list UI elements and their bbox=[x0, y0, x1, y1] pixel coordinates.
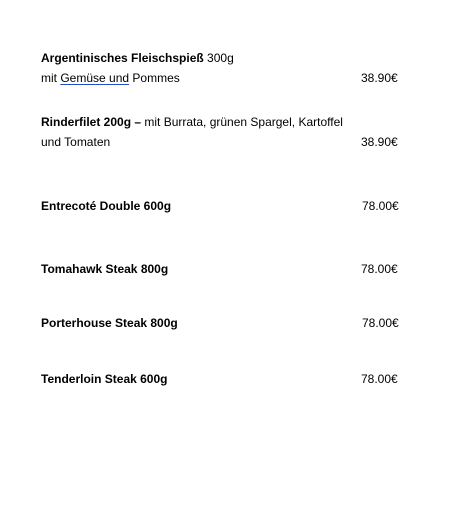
menu-item-desc-prefix: mit bbox=[41, 71, 61, 85]
menu-item-title bbox=[41, 50, 234, 66]
menu-item-price: 78.00€ bbox=[362, 316, 399, 330]
menu-item-title bbox=[41, 114, 343, 130]
spellcheck-underlined-text: Gemüse und bbox=[60, 71, 130, 85]
menu-item-name: Tenderloin Steak 600g bbox=[41, 372, 168, 386]
menu-item-name: Entrecoté Double 600g bbox=[41, 199, 172, 213]
menu-item-title bbox=[41, 198, 171, 214]
menu-item-price: 38.90€ bbox=[361, 71, 398, 85]
menu-item-desc-suffix: Pommes bbox=[129, 71, 180, 85]
menu-item-name: Argentinisches Fleischspieß bbox=[41, 51, 204, 65]
menu-item-weight: 300g bbox=[203, 51, 234, 65]
menu-item-description bbox=[41, 70, 180, 86]
menu-item-title bbox=[41, 371, 168, 387]
menu-item-name: Porterhouse Steak 800g bbox=[41, 316, 178, 330]
menu-item-title bbox=[41, 261, 168, 277]
menu-item-name: Tomahawk Steak 800g bbox=[41, 262, 169, 276]
menu-item-title bbox=[41, 315, 178, 331]
menu-item-price: 78.00€ bbox=[361, 372, 398, 386]
menu-item-desc-line1: mit Burrata, grünen Spargel, Kartoffel bbox=[141, 115, 343, 129]
menu-item-description: und Tomaten bbox=[41, 135, 111, 149]
menu-item-price: 78.00€ bbox=[361, 262, 398, 276]
menu-item-name: Rinderfilet 200g – bbox=[41, 115, 142, 129]
menu-item-price: 78.00€ bbox=[362, 199, 399, 213]
menu-item-price: 38.90€ bbox=[361, 135, 398, 149]
